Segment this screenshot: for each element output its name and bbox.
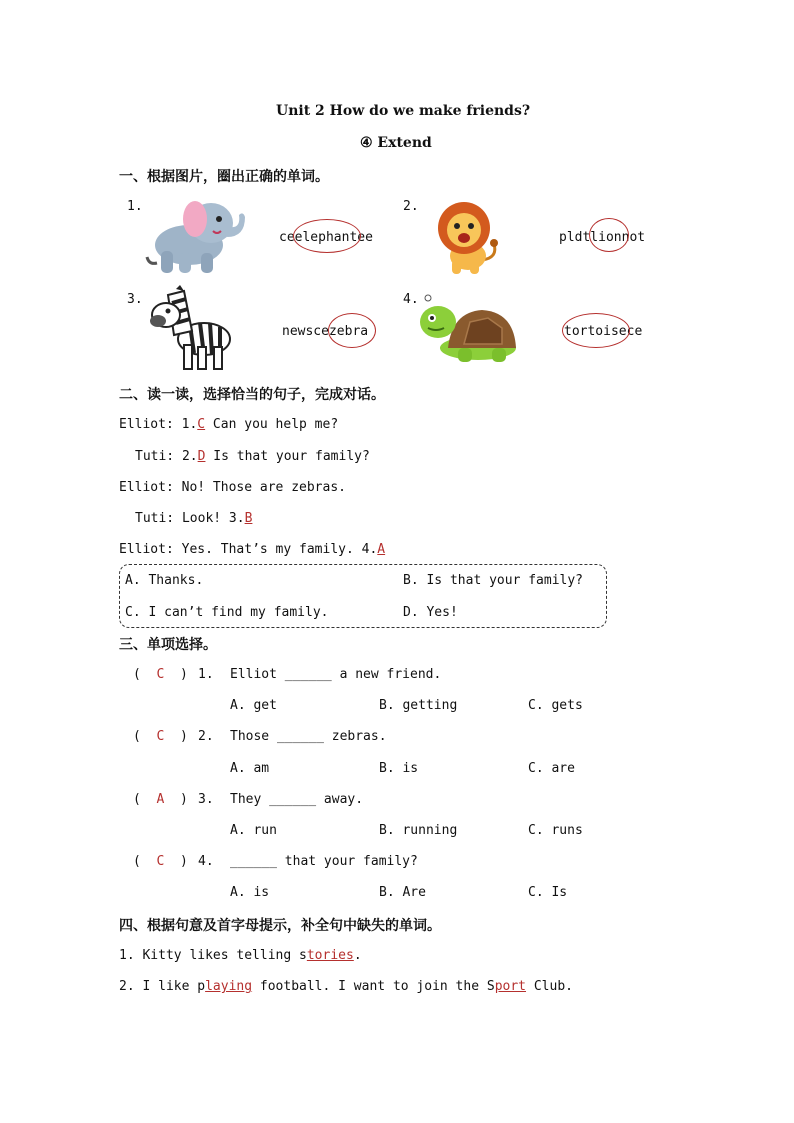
item1-number: 1. [127,199,143,214]
question-3-number: 3. [198,792,214,807]
choice: B. getting [379,698,458,713]
choice: C. runs [528,823,583,838]
choice: A. am [230,761,270,776]
question-2-bracket: ( C ) [133,729,188,744]
sentence-text: . [353,948,362,963]
tortoise-icon [418,292,524,372]
item3-letters: newscezebra [282,324,369,339]
line-prefix: Look! 3. [181,511,245,526]
item1-letters: ceelephantee [279,230,373,245]
answer-letter: A [377,542,386,557]
unit-title: Unit 2 How do we make friends? [276,103,531,119]
question-1-stem: Elliot ______ a new friend. [230,667,442,682]
sentence-1 [119,948,362,963]
line-prefix: 1. [181,417,198,432]
question-2-stem: Those ______ zebras. [230,729,387,744]
choice: C. Is [528,885,568,900]
item4-answer-circle [562,313,630,348]
choice: A. get [230,698,277,713]
answer-letter: C [156,854,165,869]
line-text: Is that your family? [205,449,370,464]
line-prefix: Yes. That’s my family. 4. [181,542,378,557]
choice: B. running [379,823,458,838]
answer-letter: C [156,667,165,682]
answer-letter: A [156,792,165,807]
line-text: Can you help me? [205,417,339,432]
lion-icon [432,198,502,276]
section1-heading: 一、根据图片，圈出正确的单词。 [119,169,329,185]
speaker: Tuti: [135,449,175,464]
dialogue-line-4 [135,511,252,526]
choice: A. run [230,823,277,838]
question-1-bracket: ( C ) [133,667,188,682]
item4-letters: tortoisece [564,324,643,339]
choice: C. are [528,761,575,776]
section2-heading: 二、读一读，选择恰当的句子，完成对话。 [119,387,385,403]
dialogue-line-1 [119,417,338,432]
elephant-icon [143,193,247,277]
item4-number: 4. [403,292,419,307]
choice: B. is [379,761,419,776]
section4-heading: 四、根据句意及首字母提示，补全句中缺失的单词。 [119,918,441,934]
section3-heading: 三、单项选择。 [119,637,217,653]
option-a: A. Thanks. [125,573,204,588]
item2-number: 2. [403,199,419,214]
sentence-text: 2. I like p [119,979,206,994]
item3-answer-circle [328,313,376,348]
sentence-text: football. I want to join the S [252,979,495,994]
question-4-number: 4. [198,854,214,869]
option-d: D. Yes! [403,605,458,620]
filled-word: port [494,979,527,994]
speaker: Elliot: [119,417,174,432]
dialogue-line-2 [135,449,370,464]
option-b: B. Is that your family? [403,573,584,588]
speaker: Tuti: [135,511,175,526]
sentence-text: Club. [526,979,573,994]
question-1-number: 1. [198,667,214,682]
question-4-stem: ______ that your family? [230,854,418,869]
item2-answer-circle [589,218,629,252]
choice: A. is [230,885,270,900]
zebra-icon [148,285,236,373]
question-3-bracket: ( A ) [133,792,188,807]
item3-number: 3. [127,292,143,307]
line-text: No! Those are zebras. [181,480,346,495]
answer-letter: B [244,511,253,526]
choice: C. gets [528,698,583,713]
dialogue-line-3 [119,480,346,495]
dialogue-line-5 [119,542,385,557]
item1-answer-circle [293,219,361,253]
question-2-number: 2. [198,729,214,744]
answer-letter: D [197,449,206,464]
sentence-2 [119,979,573,994]
option-c: C. I can’t find my family. [125,605,329,620]
sentence-text: 1. Kitty likes telling s [119,948,307,963]
answer-letter: C [197,417,206,432]
lesson-title: ④ Extend [360,135,432,151]
filled-word: tories [306,948,354,963]
item2-letters: pldtlionnot [559,230,646,245]
speaker: Elliot: [119,542,174,557]
question-3-stem: They ______ away. [230,792,364,807]
choice: B. Are [379,885,426,900]
speaker: Elliot: [119,480,174,495]
answer-letter: C [156,729,165,744]
filled-word: laying [205,979,253,994]
question-4-bracket: ( C ) [133,854,188,869]
line-prefix: 2. [181,449,198,464]
